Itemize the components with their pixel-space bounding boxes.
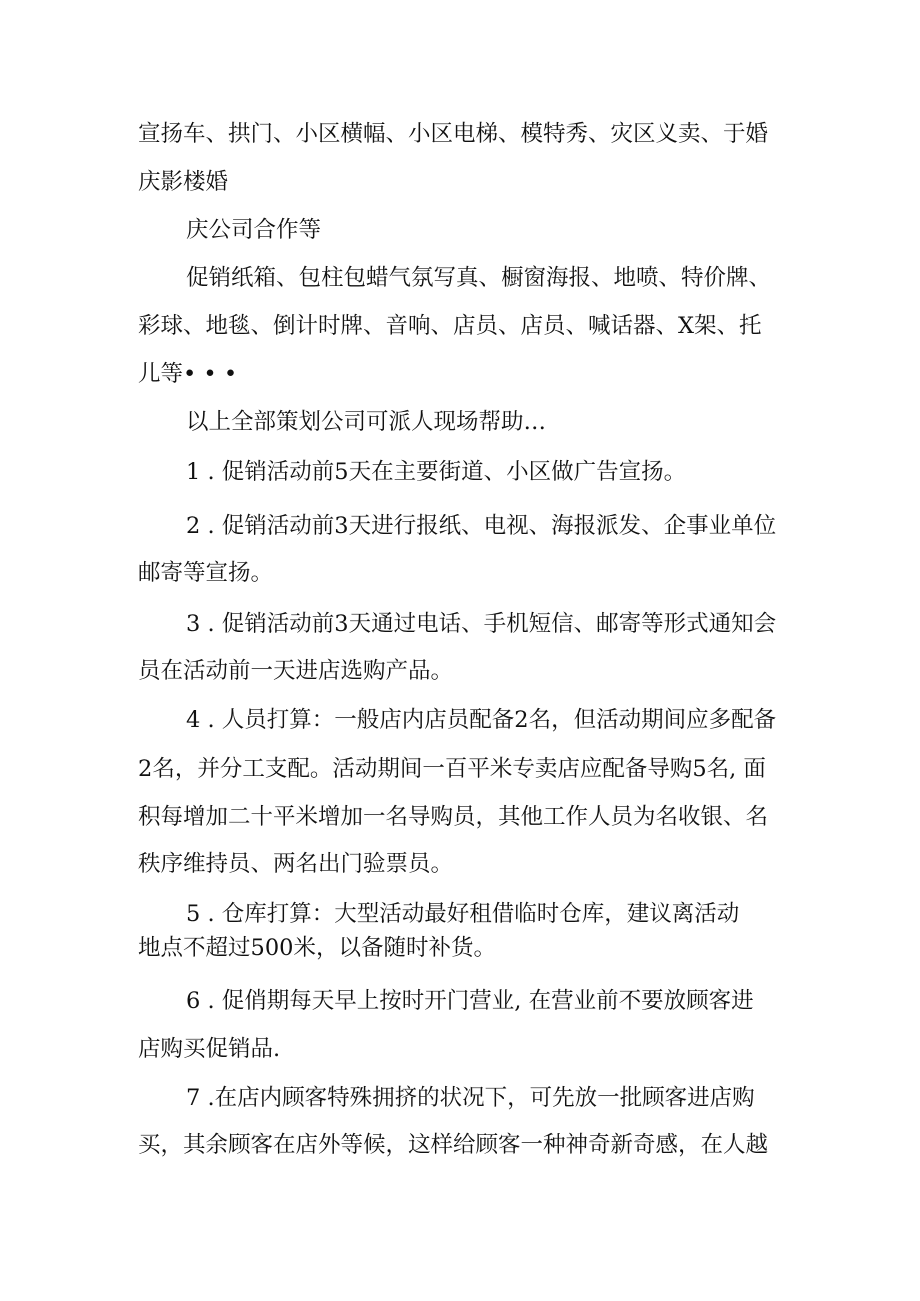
text-line: 积每增加二十平米增加一名导购员，其他工作人员为名收银、名: [138, 804, 769, 830]
text-line: 1 . 促销活动前5天在主要街道、小区做广告宣扬。: [186, 459, 687, 485]
text-line: 买，其余顾客在店外等候，这样给顾客一种神奇新奇感，在人越: [138, 1132, 769, 1158]
text-line: 庆影楼婚: [138, 169, 229, 195]
text-line: 秩序维持员、两名出门验票员。: [138, 851, 454, 877]
text-line: 促销纸箱、包柱包蜡气氛写真、橱窗海报、地喷、特价牌、: [186, 265, 772, 291]
text-line: 宣扬车、拱门、小区横幅、小区电梯、模特秀、灾区义卖、于婚: [138, 121, 769, 147]
text-line: 店购买促销品.: [138, 1036, 281, 1062]
text-line: 2 . 促销活动前3天进行报纸、电视、海报派发、企事业单位: [186, 513, 777, 539]
text-line: 员在活动前一天进店选购产品。: [138, 658, 454, 684]
text-line: 3 . 促销活动前3天通过电话、手机短信、邮寄等形式通知会: [186, 611, 777, 637]
text-line: 邮寄等宣扬。: [138, 560, 274, 586]
text-line: 7 .在店内顾客特殊拥挤的状况下，可先放一批顾客进店购: [186, 1085, 755, 1111]
text-line: 2名，并分工支配。活动期间一百平米专卖店应配备导购5名, 面: [138, 756, 766, 782]
text-line: 地点不超过500米，以备随时补货。: [138, 935, 496, 961]
text-line: 5 . 仓库打算：大型活动最好租借临时仓库，建议离活动: [186, 901, 740, 927]
text-line: 以上全部策划公司可派人现场帮助…: [186, 409, 547, 435]
text-line: 儿等• • •: [138, 361, 238, 387]
text-line: 4 . 人员打算：一般店内店员配备2名，但活动期间应多配备: [186, 707, 777, 733]
text-line: 彩球、地毯、倒计时牌、音响、店员、店员、喊话器、X架、托: [138, 313, 762, 339]
text-line: 庆公司合作等: [186, 217, 322, 243]
text-line: 6 . 促俏期每天早上按时开门营业, 在营业前不要放顾客进: [186, 988, 754, 1014]
